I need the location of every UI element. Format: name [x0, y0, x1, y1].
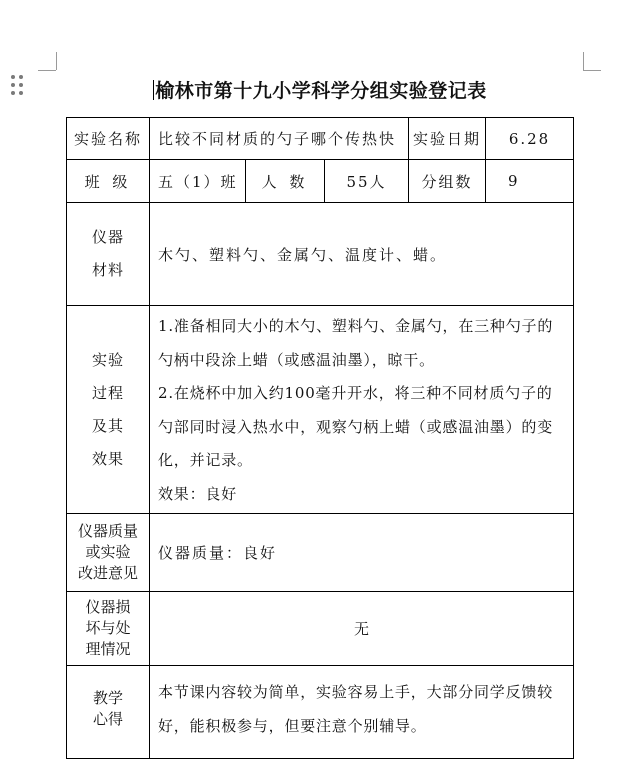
class-value[interactable]: 五（1）班: [150, 160, 246, 203]
experiment-name-value[interactable]: 比较不同材质的勺子哪个传热快: [150, 118, 409, 160]
page-corner-mark: [583, 70, 601, 71]
label-line: 仪器损: [85, 598, 131, 616]
page-corner-mark: [56, 52, 57, 70]
label-line: 实验: [91, 350, 124, 369]
teaching-reflection-label: [67, 666, 150, 759]
page-corner-mark: [583, 52, 584, 70]
experiment-record-table: [66, 117, 574, 759]
label-line: 教学: [92, 689, 123, 707]
label-line: 坏与处: [85, 619, 131, 637]
page-corner-mark: [38, 70, 56, 71]
procedure-value[interactable]: [150, 306, 574, 514]
label-line: 改进意见: [77, 564, 138, 582]
procedure-label: [67, 306, 150, 514]
document-title[interactable]: [0, 76, 640, 103]
procedure-effect: 效果：良好: [158, 484, 238, 503]
people-count-value[interactable]: 55人: [325, 160, 409, 203]
experiment-date-value[interactable]: 6.28: [486, 118, 574, 160]
people-count-label: 人 数: [246, 160, 325, 203]
equipment-materials-value[interactable]: 木勺、塑料勺、金属勺、温度计、蜡。: [150, 203, 574, 306]
damage-handling-label: [67, 592, 150, 666]
table-row: [67, 666, 574, 759]
label-line: 理情况: [85, 640, 131, 658]
table-row: [67, 592, 574, 666]
table-row: [67, 118, 574, 160]
label-line: 心得: [92, 710, 123, 728]
table-row: [67, 514, 574, 592]
equipment-materials-label: [67, 203, 150, 306]
procedure-step-1: 1.准备相同大小的木勺、塑料勺、金属勺，在三种勺子的勺柄中段涂上蜡（或感温油墨），晾干。: [158, 317, 554, 369]
group-count-value[interactable]: 9: [486, 160, 574, 203]
table-row: [67, 160, 574, 203]
label-line: 材料: [91, 261, 124, 279]
label-line: 仪器: [91, 228, 124, 246]
quality-improvement-value[interactable]: 仪器质量：良好: [150, 514, 574, 592]
label-line: 效果: [91, 449, 124, 468]
procedure-step-2: 2.在烧杯中加入约100毫升开水，将三种不同材质勺子的勺部同时浸入热水中，观察勺柄上蜡（或感温油墨）的变化，并记录。: [158, 384, 554, 469]
table-row: [67, 203, 574, 306]
group-count-label: 分组数: [409, 160, 486, 203]
label-line: 过程: [91, 383, 124, 402]
label-line: 仪器质量: [77, 522, 138, 540]
experiment-date-label: 实验日期: [409, 118, 486, 160]
experiment-name-label: 实验名称: [67, 118, 150, 160]
label-line: 及其: [91, 416, 124, 435]
document-title-text: 榆林市第十九小学科学分组实验登记表: [155, 80, 487, 102]
table-row: [67, 306, 574, 514]
damage-handling-value[interactable]: 无: [150, 592, 574, 666]
label-line: 或实验: [85, 543, 131, 561]
class-label: 班 级: [67, 160, 150, 203]
quality-improvement-label: [67, 514, 150, 592]
teaching-reflection-value[interactable]: 本节课内容较为简单，实验容易上手，大部分同学反馈较好，能积极参与，但要注意个别辅导。: [150, 666, 574, 759]
